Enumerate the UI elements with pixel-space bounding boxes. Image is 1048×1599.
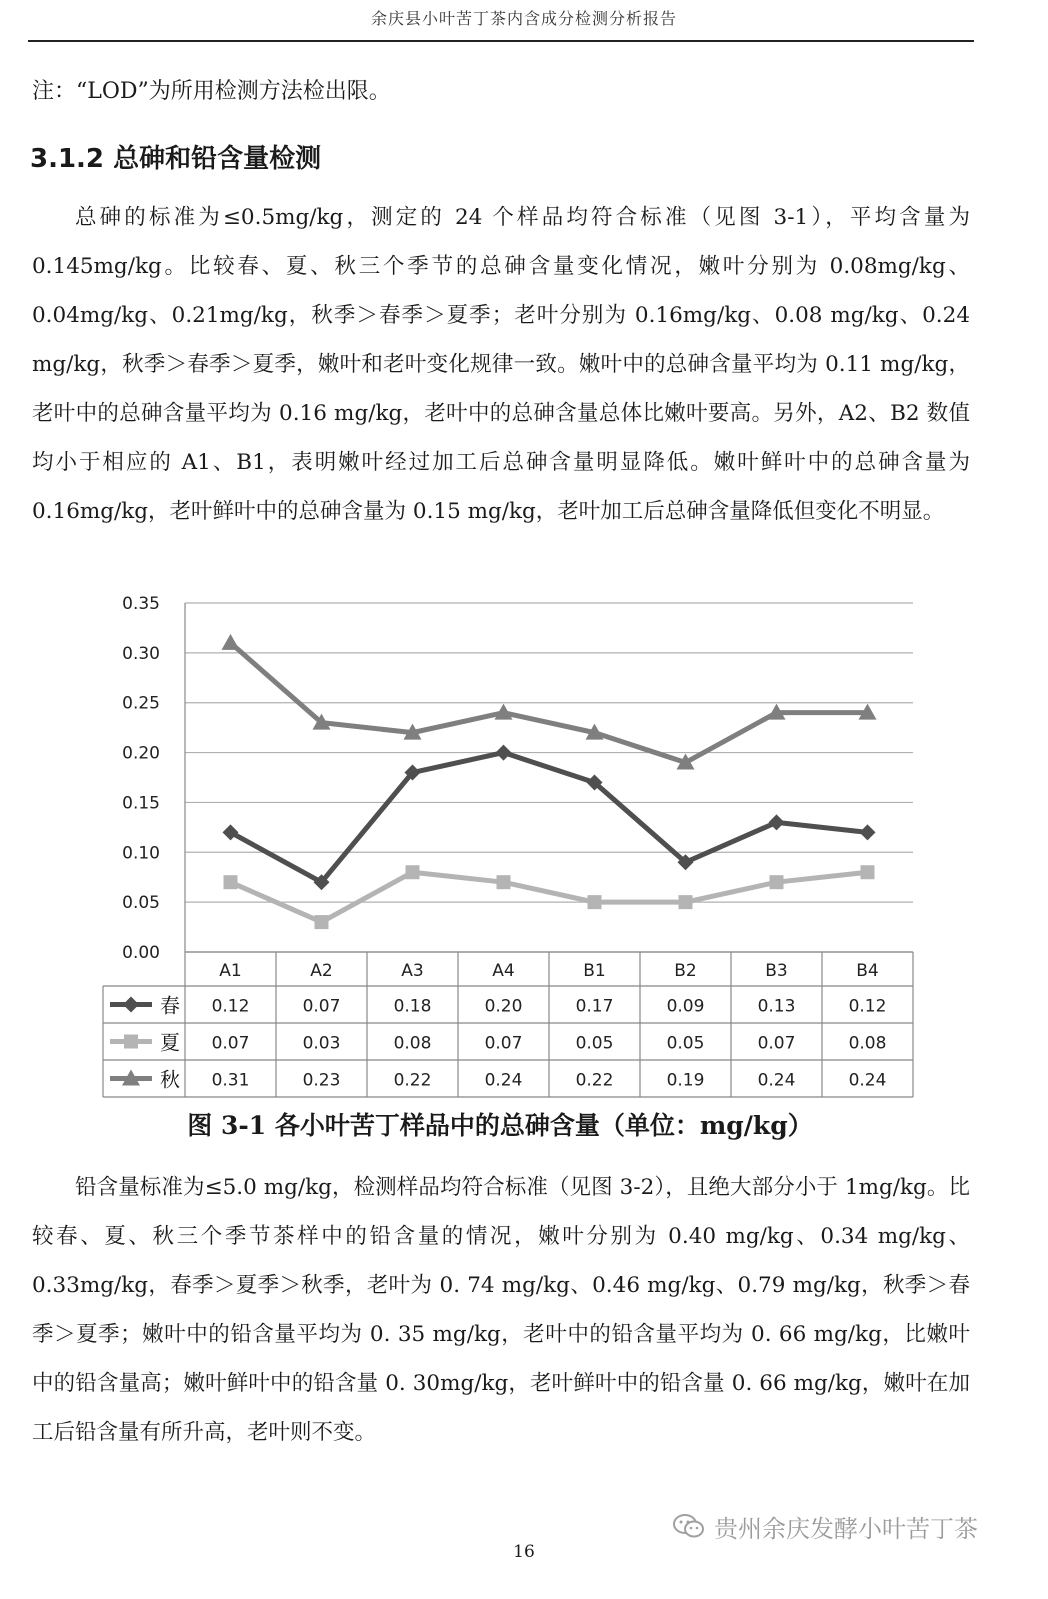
data-point [224,875,238,889]
data-point [860,824,876,840]
data-label: 0.20 [484,996,523,1017]
section-title: 3.1.2 总砷和铅含量检测 [30,144,322,174]
data-label: 0.03 [302,1033,341,1054]
page-header: 余庆县小叶苦丁茶内含成分检测分析报告 [370,9,677,28]
data-label: 0.23 [302,1070,341,1091]
x-tick-label: A2 [310,961,333,981]
data-point [679,895,693,909]
data-label: 0.17 [575,996,614,1017]
legend-label: 秋 [160,1067,180,1092]
data-label: 0.31 [211,1070,250,1091]
wechat-icon [672,1512,706,1540]
data-label: 0.24 [484,1070,523,1091]
data-label: 0.07 [757,1033,796,1054]
data-label: 0.24 [757,1070,796,1091]
data-label: 0.24 [848,1070,887,1091]
data-label: 0.22 [575,1070,614,1091]
legend-label: 夏 [160,1030,180,1055]
data-label: 0.12 [848,996,887,1017]
legend-swatch-marker [124,1035,138,1049]
y-tick-label: 0.20 [122,743,160,764]
data-label: 0.07 [484,1033,523,1054]
series-line-0 [231,753,868,883]
data-label: 0.07 [302,996,341,1017]
data-point [497,875,511,889]
x-tick-label: A3 [401,961,424,981]
data-label: 0.07 [211,1033,250,1054]
x-tick-label: B3 [765,961,788,981]
lod-note: 注：“LOD”为所用检测方法检出限。 [32,79,391,104]
data-point [770,875,784,889]
data-point [222,634,240,650]
data-label: 0.12 [211,996,250,1017]
y-tick-label: 0.00 [122,943,160,963]
account-watermark [672,1506,978,1546]
legend-swatch-marker [123,997,139,1013]
data-label: 0.19 [666,1070,705,1091]
data-label: 0.18 [393,996,432,1017]
data-point [588,895,602,909]
y-tick-label: 0.15 [122,793,160,814]
arsenic-paragraph: 总砷的标准为≤0.5mg/kg，测定的 24 个样品均符合标准（见图 3-1），平均含量为 0.145mg/kg。比较春、夏、秋三个季节的总砷含量变化情况，嫩叶分别为 0.08mg/kg、0.04mg/kg、0.21mg/kg，秋季＞春季＞夏季；老叶分别为 0.16mg/kg、0.08 mg/kg、0.24 mg/kg，秋季＞春季＞夏季，嫩叶和老叶变化规律一致。嫩叶中的总砷含量平均为 0.11 mg/kg，老叶中的总砷含量平均为 0.16 mg/kg，老叶中的总砷含量总体比嫩叶要高。另外，A2、B2 数值均小于相应的 A1、B1，表明嫩叶经过加工后总砷含量明显降低。嫩叶鲜叶中的总砷含量为 0.16mg/kg，老叶鲜叶中的总砷含量为 0.15 mg/kg，老叶加工后总砷含量降低但变化不明显。 [32,205,970,524]
data-label: 0.13 [757,996,796,1017]
data-label: 0.05 [666,1033,705,1054]
arsenic-line-chart [0,588,1048,1108]
arsenic-chart [0,588,1048,1108]
lead-paragraph: 铅含量标准为≤5.0 mg/kg，检测样品均符合标准（见图 3-2），且绝大部分小于 1mg/kg。比较春、夏、秋三个季节茶样中的铅含量的情况，嫩叶分别为 0.40 mg/kg、0.34 mg/kg、0.33mg/kg，春季＞夏季＞秋季，老叶为 0. 74 mg/kg、0.46 mg/kg、0.79 mg/kg，秋季＞春季＞夏季；嫩叶中的铅含量平均为 0. 35 mg/kg，老叶中的铅含量平均为 0. 66 mg/kg，比嫩叶中的铅含量高；嫩叶鲜叶中的铅含量 0. 30mg/kg，老叶鲜叶中的铅含量 0. 66 mg/kg，嫩叶在加工后铅含量有所升高，老叶则不变。 [32,1175,970,1445]
x-tick-label: A4 [492,961,515,981]
data-label: 0.09 [666,996,705,1017]
data-label: 0.08 [848,1033,887,1054]
data-point [861,865,875,879]
data-label: 0.22 [393,1070,432,1091]
y-tick-label: 0.10 [122,843,160,864]
data-label: 0.05 [575,1033,614,1054]
data-point [406,865,420,879]
x-tick-label: B2 [674,961,697,981]
y-tick-label: 0.05 [122,893,160,914]
data-label: 0.08 [393,1033,432,1054]
figure-caption: 图 3-1 各小叶苦丁样品中的总砷含量（单位：mg/kg） [187,1111,813,1140]
legend-label: 春 [160,993,180,1018]
y-tick-label: 0.30 [122,643,160,664]
data-point [315,915,329,929]
header-rule [28,40,974,42]
y-tick-label: 0.35 [122,594,160,614]
y-tick-label: 0.25 [122,693,160,714]
data-point [496,745,512,761]
page-number: 16 [513,1542,535,1562]
watermark-text: 贵州余庆发酵小叶苦丁茶 [714,1514,978,1543]
x-tick-label: B1 [583,961,606,981]
x-tick-label: B4 [856,961,879,981]
data-point [769,814,785,830]
x-tick-label: A1 [219,961,242,981]
